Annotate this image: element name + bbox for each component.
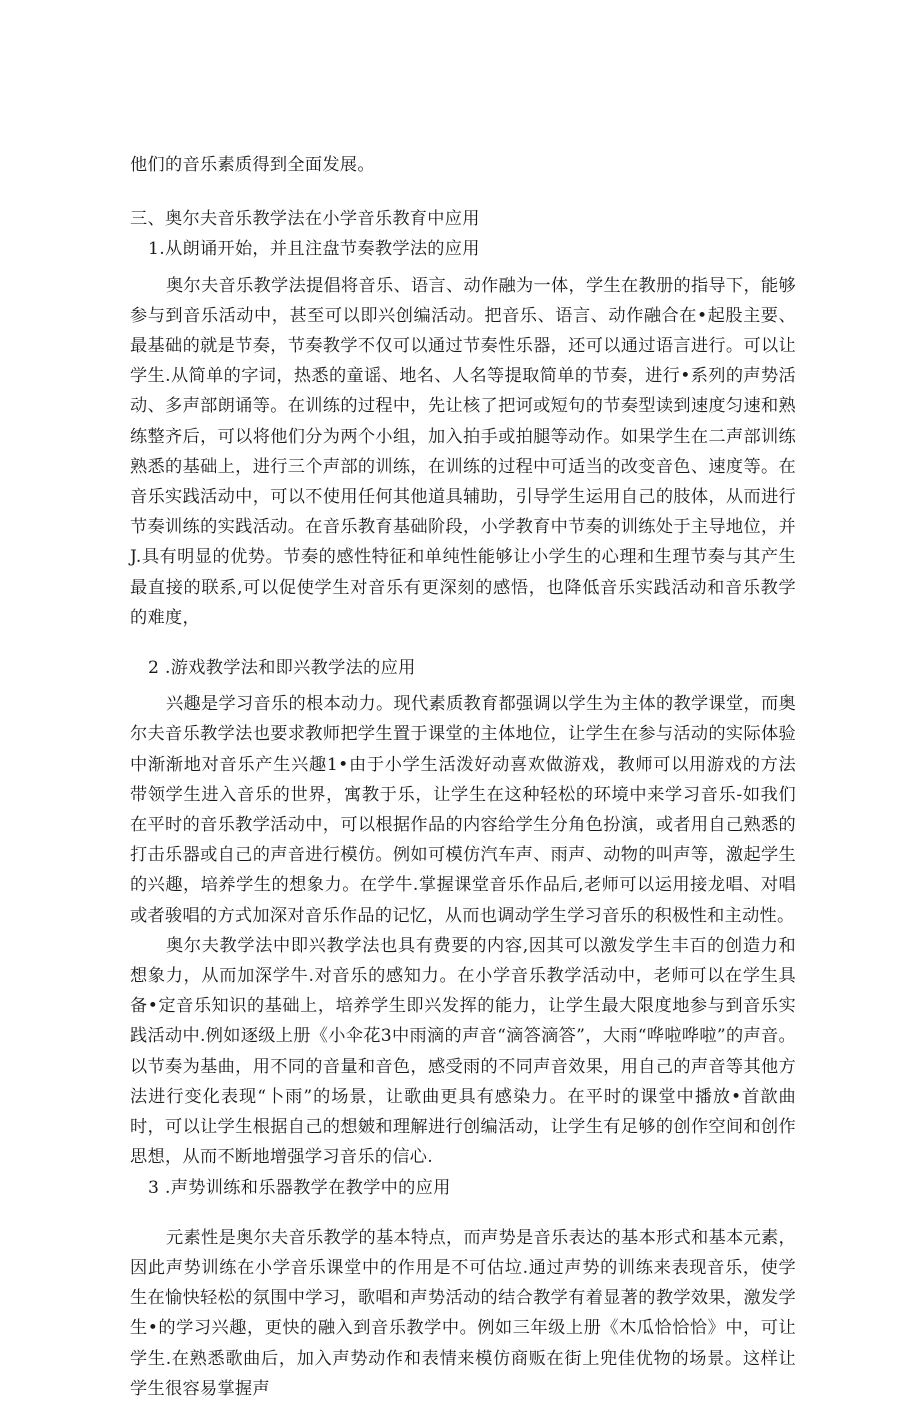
paragraph-continuation: 他们的音乐素质得到全面发展。 xyxy=(130,155,375,175)
paragraph-rhythm-teaching: 奥尔夫音乐教学法提倡将音乐、语言、动作融为一体，学生在教册的指导下，能够参与到音乐活动中，甚至可以即兴创编活动。把音乐、语言、动作融合在•起股主要、最基础的就是节奏，节奏教学不仅可以通过节奏性乐器，还可以通过语言进行。可以让学生.从简单的字词，热悉的童谣、地名、人名等提取简单的节奏，进行•系列的声势活动、多声部朗诵等。在训练的过程中，先让核了把诃或短句的节奏型读到速度匀速和熟练整齐后，可以将他们分为两个小组，加入拍手或拍腿等动作。如果学生在二声部训练熟悉的基础上，进行三个声部的训练，在训练的过程中可适当的改变音色、速度等。在音乐实践活动中，可以不使用任何其他道具辅助，引导学生运用自己的肢体，从而进行节奏训练的实践活动。在音乐教育基础阶段，小学教育中节奏的训练处于主导地位，并J.具有明显的优势。节奏的感性特征和单纯性能够让小学生的心理和生理节奏与其产生最直接的联系,可以促使学生对音乐有更深刻的感悟，也降低音乐实践活动和音乐教学的难度， xyxy=(130,275,796,628)
document-page xyxy=(130,150,796,1404)
subsection-heading-3: 3 .声势训练和乐器教学在教学中的应用 xyxy=(148,1177,451,1198)
section-heading: 三、奥尔夫音乐教学法在小学音乐教育中应用 xyxy=(130,209,480,230)
subsection-heading-2: 2 .游戏教学法和即兴教学法的应用 xyxy=(148,658,416,679)
paragraph-game-teaching: 兴趣是学习音乐的根本动力。现代素质教育都强调以学生为主体的教学课堂，而奥尔夫音乐教学法也要求教师把学生置于课堂的主体地位，让学生在参与活动的实际体验中渐渐地对音乐产生兴趣1•由于小学生活泼好动喜欢做游戏，教师可以用游戏的方法带领学生进入音乐的世界，寓教于乐，让学生在这种轻松的环境中来学习音乐-如我们在平时的音乐教学活动中，可以根据作品的内容给学生分角色扮演，或者用自己熟悉的打击乐器或自己的声音进行模仿。例如可模仿汽车声、雨声、动物的叫声等，激起学生的兴趣，培养学生的想象力。在学牛.掌握课堂音乐作品后,老师可以运用接龙唱、对唱或者骏唱的方式加深对音乐作品的记忆，从而也调动学生学习音乐的积极性和主动性。 xyxy=(130,694,796,926)
paragraph-body-percussion: 元素性是奥尔夫音乐教学的基本特点，而声势是音乐表达的基本形式和基本元素，因此声势训练在小学音乐课堂中的作用是不可估垃.通过声势的训练来表现音乐，使学生在愉快轻松的氛围中学习，歌唱和声势活动的结合教学有着显著的教学效果，激发学生•的学习兴趣，更快的融入到音乐教学中。例如三年级上册《木瓜恰恰恰》中，可让学生.在熟悉歌曲后，加入声势动作和表情来模仿商贩在街上兜佳优物的场景。这样让学生很容易掌握声 xyxy=(130,1227,796,1399)
subsection-heading-1: 1.从朗诵开始，并且注盘节奏教学法的应用 xyxy=(148,239,480,260)
paragraph-improvisation-teaching: 奥尔夫教学法中即兴教学法也具有费要的内容,因其可以激发学生丰百的创造力和想象力，从而加深学牛.对音乐的感知力。在小学音乐教学活动中，老师可以在学生具备•定音乐知识的基础上，培养学生即兴发挥的能力，让学生最大限度地参与到音乐实践活动中.例如逐级上册《小伞花3中雨滴的声音“滴答滴答”，大雨“哗啦哗啦”的声音。以节奏为基曲，用不同的音量和音色，感受雨的不同声音效果，用自己的声音等其他方法进行变化表现“卜雨”的场景，让歌曲更具有感染力。在平时的课堂中播放•首歆曲时，可以让学生根据自己的想皴和理解进行创编活动，让学生有足够的创作空间和创作思想，从而不断地增强学习音乐的信心. xyxy=(130,935,796,1168)
